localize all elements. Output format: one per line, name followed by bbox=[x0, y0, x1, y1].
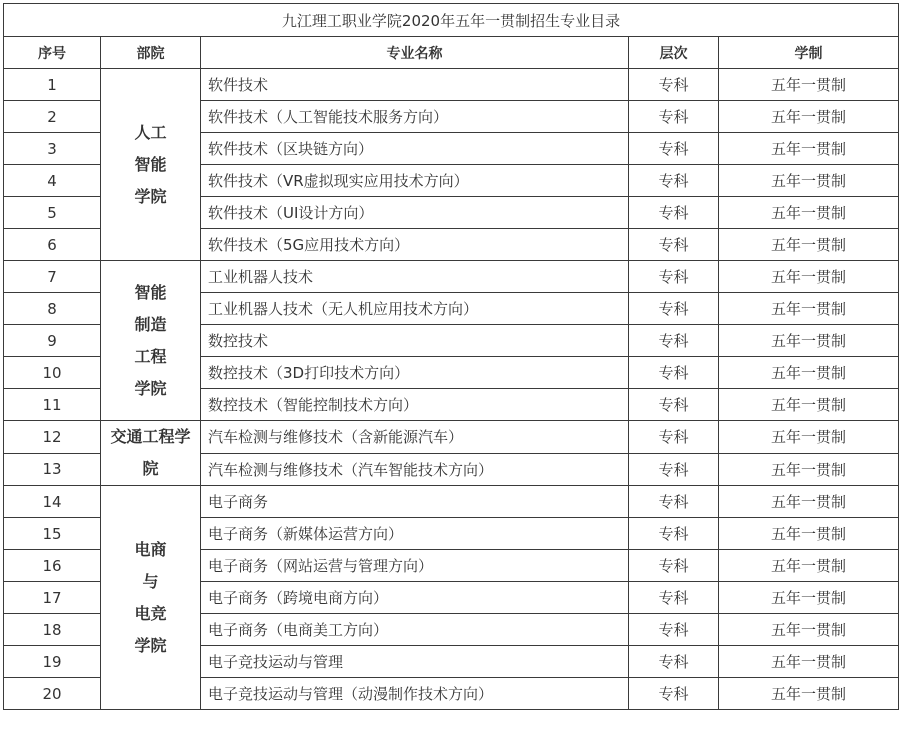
education-level: 专科 bbox=[629, 229, 719, 261]
major-name: 电子商务 bbox=[201, 486, 629, 518]
major-name: 电子商务（电商美工方向） bbox=[201, 614, 629, 646]
major-name: 电子竞技运动与管理（动漫制作技术方向） bbox=[201, 678, 629, 710]
education-level: 专科 bbox=[629, 614, 719, 646]
row-number: 6 bbox=[4, 229, 101, 261]
study-system: 五年一贯制 bbox=[719, 101, 899, 133]
study-system: 五年一贯制 bbox=[719, 197, 899, 229]
header-level: 层次 bbox=[629, 37, 719, 69]
header-no: 序号 bbox=[4, 37, 101, 69]
major-name: 汽车检测与维修技术（含新能源汽车） bbox=[201, 421, 629, 454]
header-row bbox=[4, 37, 899, 69]
study-system: 五年一贯制 bbox=[719, 582, 899, 614]
education-level: 专科 bbox=[629, 293, 719, 325]
education-level: 专科 bbox=[629, 197, 719, 229]
study-system: 五年一贯制 bbox=[719, 389, 899, 421]
department-name-line: 工程 bbox=[134, 346, 167, 366]
table-row bbox=[4, 69, 899, 101]
row-number: 7 bbox=[4, 261, 101, 293]
row-number: 16 bbox=[4, 550, 101, 582]
major-name: 电子商务（网站运营与管理方向） bbox=[201, 550, 629, 582]
study-system: 五年一贯制 bbox=[719, 165, 899, 197]
major-name: 数控技术（智能控制技术方向） bbox=[201, 389, 629, 421]
study-system: 五年一贯制 bbox=[719, 229, 899, 261]
department-name-line: 电竞 bbox=[134, 603, 167, 623]
row-number: 11 bbox=[4, 389, 101, 421]
education-level: 专科 bbox=[629, 261, 719, 293]
department-name-line: 电商 bbox=[134, 539, 167, 559]
department-name-line: 学院 bbox=[134, 378, 167, 398]
major-name: 电子商务（新媒体运营方向） bbox=[201, 518, 629, 550]
row-number: 20 bbox=[4, 678, 101, 710]
study-system: 五年一贯制 bbox=[719, 518, 899, 550]
header-major: 专业名称 bbox=[201, 37, 629, 69]
education-level: 专科 bbox=[629, 582, 719, 614]
study-system: 五年一贯制 bbox=[719, 453, 899, 486]
major-catalog-table bbox=[3, 3, 899, 710]
major-name: 数控技术 bbox=[201, 325, 629, 357]
table-row bbox=[4, 261, 899, 293]
major-name: 软件技术（5G应用技术方向） bbox=[201, 229, 629, 261]
study-system: 五年一贯制 bbox=[719, 678, 899, 710]
education-level: 专科 bbox=[629, 357, 719, 389]
major-name: 软件技术（VR虚拟现实应用技术方向） bbox=[201, 165, 629, 197]
department-name-line: 院 bbox=[142, 459, 159, 478]
study-system: 五年一贯制 bbox=[719, 133, 899, 165]
department-name-line: 智能 bbox=[134, 154, 167, 174]
education-level: 专科 bbox=[629, 678, 719, 710]
study-system: 五年一贯制 bbox=[719, 69, 899, 101]
education-level: 专科 bbox=[629, 389, 719, 421]
header-dept: 部院 bbox=[101, 37, 201, 69]
education-level: 专科 bbox=[629, 518, 719, 550]
row-number: 4 bbox=[4, 165, 101, 197]
education-level: 专科 bbox=[629, 325, 719, 357]
major-name: 软件技术（UI设计方向） bbox=[201, 197, 629, 229]
major-name: 电子竞技运动与管理 bbox=[201, 646, 629, 678]
row-number: 17 bbox=[4, 582, 101, 614]
major-name: 软件技术（区块链方向） bbox=[201, 133, 629, 165]
major-name: 电子商务（跨境电商方向） bbox=[201, 582, 629, 614]
education-level: 专科 bbox=[629, 421, 719, 454]
department-cell bbox=[101, 69, 201, 261]
study-system: 五年一贯制 bbox=[719, 293, 899, 325]
row-number: 1 bbox=[4, 69, 101, 101]
study-system: 五年一贯制 bbox=[719, 550, 899, 582]
row-number: 10 bbox=[4, 357, 101, 389]
major-name: 软件技术（人工智能技术服务方向） bbox=[201, 101, 629, 133]
department-name-line: 与 bbox=[142, 571, 159, 591]
row-number: 12 bbox=[4, 421, 101, 454]
study-system: 五年一贯制 bbox=[719, 486, 899, 518]
education-level: 专科 bbox=[629, 453, 719, 486]
department-name-line: 学院 bbox=[134, 186, 167, 206]
study-system: 五年一贯制 bbox=[719, 261, 899, 293]
major-name: 汽车检测与维修技术（汽车智能技术方向） bbox=[201, 453, 629, 486]
department-cell bbox=[101, 421, 201, 486]
study-system: 五年一贯制 bbox=[719, 421, 899, 454]
row-number: 18 bbox=[4, 614, 101, 646]
education-level: 专科 bbox=[629, 69, 719, 101]
table-row bbox=[4, 421, 899, 454]
department-name-line: 制造 bbox=[134, 314, 167, 334]
education-level: 专科 bbox=[629, 486, 719, 518]
major-name: 工业机器人技术 bbox=[201, 261, 629, 293]
education-level: 专科 bbox=[629, 550, 719, 582]
major-name: 工业机器人技术（无人机应用技术方向） bbox=[201, 293, 629, 325]
row-number: 8 bbox=[4, 293, 101, 325]
education-level: 专科 bbox=[629, 646, 719, 678]
study-system: 五年一贯制 bbox=[719, 614, 899, 646]
department-name-line: 人工 bbox=[134, 122, 167, 142]
table-row bbox=[4, 486, 899, 518]
department-cell bbox=[101, 486, 201, 710]
education-level: 专科 bbox=[629, 101, 719, 133]
study-system: 五年一贯制 bbox=[719, 646, 899, 678]
table-title: 九江理工职业学院2020年五年一贯制招生专业目录 bbox=[4, 4, 899, 37]
header-system: 学制 bbox=[719, 37, 899, 69]
row-number: 3 bbox=[4, 133, 101, 165]
major-name: 数控技术（3D打印技术方向） bbox=[201, 357, 629, 389]
department-name-line: 智能 bbox=[134, 282, 167, 302]
row-number: 13 bbox=[4, 453, 101, 486]
row-number: 15 bbox=[4, 518, 101, 550]
education-level: 专科 bbox=[629, 133, 719, 165]
study-system: 五年一贯制 bbox=[719, 357, 899, 389]
row-number: 5 bbox=[4, 197, 101, 229]
row-number: 14 bbox=[4, 486, 101, 518]
major-name: 软件技术 bbox=[201, 69, 629, 101]
department-name-line: 交通工程学 bbox=[110, 427, 191, 446]
department-cell bbox=[101, 261, 201, 421]
education-level: 专科 bbox=[629, 165, 719, 197]
study-system: 五年一贯制 bbox=[719, 325, 899, 357]
row-number: 19 bbox=[4, 646, 101, 678]
department-name-line: 学院 bbox=[134, 635, 167, 655]
row-number: 2 bbox=[4, 101, 101, 133]
row-number: 9 bbox=[4, 325, 101, 357]
table-body bbox=[4, 69, 899, 710]
